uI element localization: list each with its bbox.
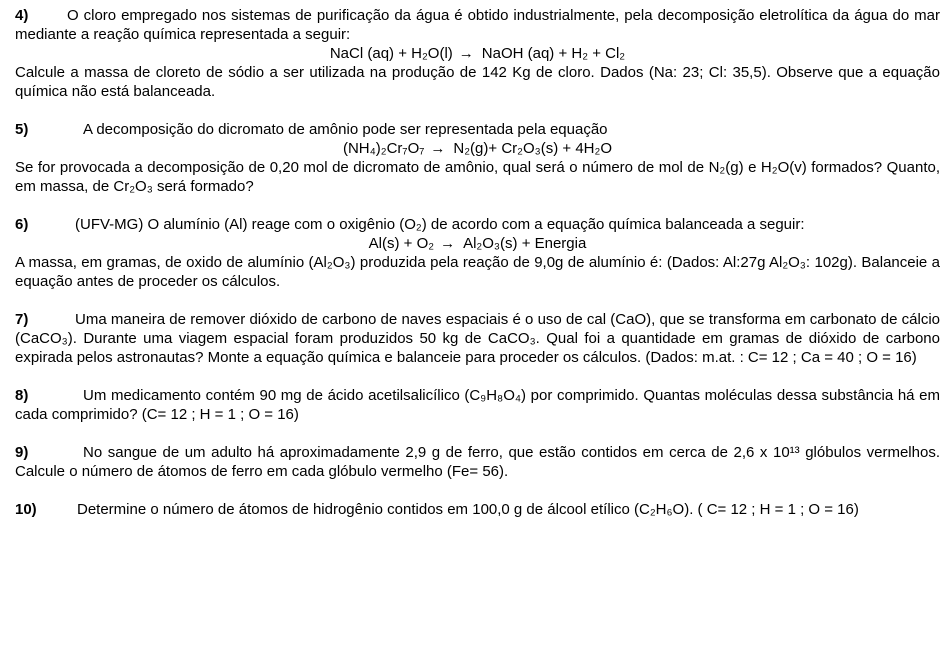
equation-lhs: Al(s) + O₂ — [368, 235, 435, 252]
question-number: 7) — [15, 311, 29, 328]
question-4 — [15, 6, 940, 101]
question-8 — [15, 386, 940, 424]
equation-rhs: N₂(g)+ Cr₂O₃(s) + 4H₂O — [453, 140, 612, 157]
equation-rhs: NaOH (aq) + H₂ + Cl₂ — [481, 45, 626, 62]
equation-lhs: (NH₄)₂Cr₇O₇ — [342, 140, 425, 157]
question-text: Determine o número de átomos de hidrogênio contidos em 100,0 g de álcool etílico (C₂H₆O). ( C= 12 ; H = 1 ; O = 16) — [77, 501, 859, 518]
question-text-after: Calcule a massa de cloreto de sódio a ser utilizada na produção de 142 Kg de cloro. Dados (Na: 23; Cl: 35,5). Observe que a equação química não está balanceada. — [15, 64, 940, 100]
arrow-icon: → — [440, 235, 456, 252]
question-number: 6) — [15, 216, 29, 233]
question-text: No sangue de um adulto há aproximadamente 2,9 g de ferro, que estão contidos em cerca de 2,6 x 10¹³ glóbulos vermelhos. Calcule o número de átomos de ferro em cada glóbulo vermelho (Fe= 56). — [15, 444, 940, 480]
question-6 — [15, 215, 940, 291]
question-number: 8) — [15, 387, 29, 404]
question-number: 10) — [15, 501, 37, 518]
question-5 — [15, 120, 940, 196]
question-number: 4) — [15, 7, 29, 24]
question-text: Uma maneira de remover dióxido de carbono de naves espaciais é o uso de cal (CaO), que se transforma em carbonato de cálcio (CaCO₃). Durante uma viagem espacial foram produzidos 50 kg de CaCO₃. Qual foi a quantidade em gramas de dióxido de carbono expirada pelos astronautas? Monte a equação química e balanceie para proceder os cálculos. (Dados: m.at. : C= 12 ; Ca = 40 ; O = 16) — [15, 311, 940, 366]
question-text-after: A massa, em gramas, de oxido de alumínio (Al₂O₃) produzida pela reação de 9,0g de alumínio é: (Dados: Al:27g Al₂O₃: 102g). Balanceie a equação antes de proceder os cálculos. — [15, 254, 940, 290]
question-7 — [15, 310, 940, 367]
question-text: (UFV-MG) O alumínio (Al) reage com o oxigênio (O₂) de acordo com a equação química balanceada a seguir: — [75, 216, 805, 233]
question-text: O cloro empregado nos sistemas de purificação da água é obtido industrialmente, pela decomposição eletrolítica da água do mar mediante a reação química representada a seguir: — [15, 7, 940, 43]
chemical-equation — [15, 234, 940, 253]
question-number: 5) — [15, 121, 29, 138]
equation-rhs: Al₂O₃(s) + Energia — [463, 235, 587, 252]
question-text: A decomposição do dicromato de amônio pode ser representada pela equação — [83, 121, 608, 138]
chemical-equation — [15, 44, 940, 63]
question-text-after: Se for provocada a decomposição de 0,20 mol de dicromato de amônio, qual será o número de mol de N₂(g) e H₂O(v) formados? Quanto, em massa, de Cr₂O₃ será formado? — [15, 159, 940, 195]
question-number: 9) — [15, 444, 29, 461]
arrow-icon: → — [430, 140, 446, 157]
question-9 — [15, 443, 940, 481]
question-10 — [15, 500, 940, 519]
equation-lhs: NaCl (aq) + H₂O(l) — [329, 45, 453, 62]
arrow-icon: → — [458, 45, 474, 62]
chemical-equation — [15, 139, 940, 158]
question-text: Um medicamento contém 90 mg de ácido acetilsalicílico (C₉H₈O₄) por comprimido. Quantas moléculas dessa substância há em cada comprimido? (C= 12 ; H = 1 ; O = 16) — [15, 387, 940, 423]
